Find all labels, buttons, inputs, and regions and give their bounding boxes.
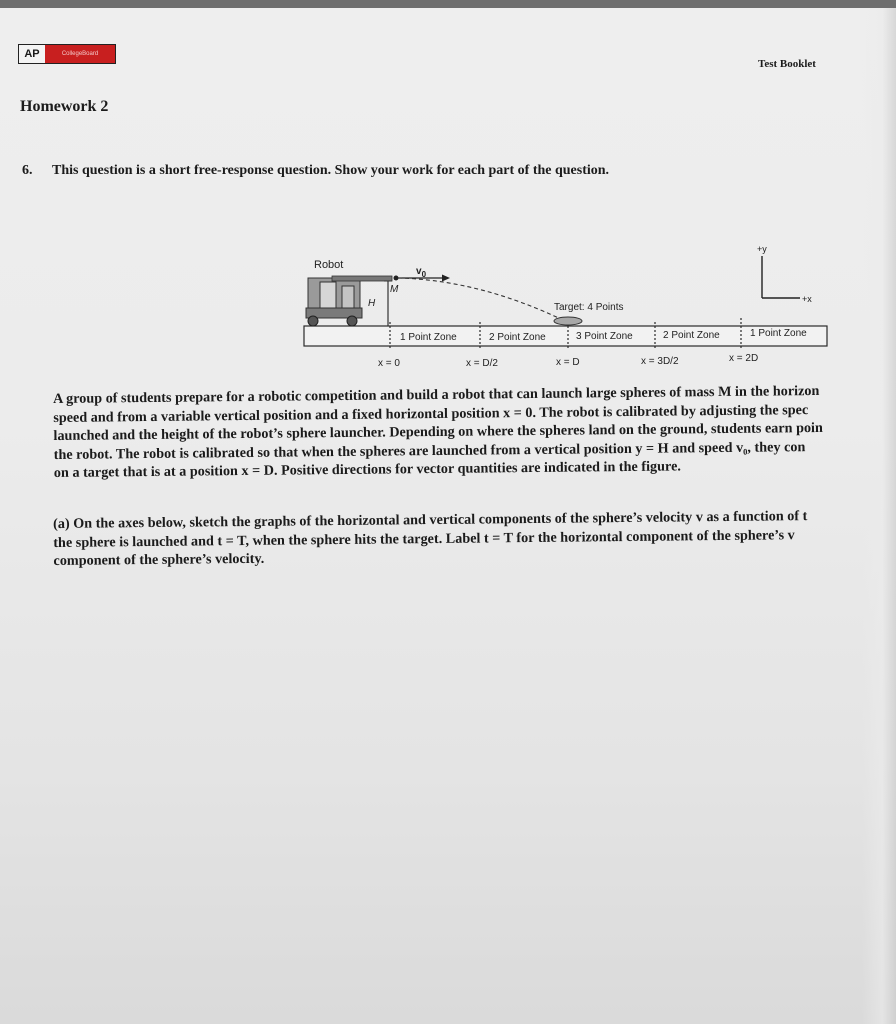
positive-axes-indicator: [762, 256, 800, 298]
target-disc: [554, 317, 582, 325]
question-number: 6.: [22, 163, 33, 178]
zone-label: 1 Point Zone: [750, 328, 807, 339]
zone-label: 1 Point Zone: [400, 332, 457, 343]
velocity-label: $v_0$: [416, 266, 427, 279]
question-prompt: This question is a short free-response question. Show your work for each part of the question.: [52, 163, 610, 178]
problem-description: A group of students prepare for a robotic competition and build a robot that can launch large spheres of mass M in the horizon speed and from a variable vertical position and a fixed horizontal position x = 0. The robot is calibrated by adjusting the spec launched and the height of the robot’s sphere launcher. Depending on where the spheres land on the ground, students earn poin the robot. The robot is calibrated so that when the spheres are launched from a vertical position y = H and speed v₀, they con on a target that is at a position x = D. Positive directions for vector quantities are indicated in the figure.: [53, 382, 823, 481]
projectile-trajectory: [398, 278, 565, 321]
velocity-arrowhead: [442, 275, 450, 282]
position-label: x = 0: [378, 358, 400, 369]
mass-label: M: [390, 284, 399, 295]
zone-label: 2 Point Zone: [489, 332, 546, 343]
target-label: Target: 4 Points: [554, 302, 624, 313]
homework-title: Homework 2: [20, 98, 109, 115]
positive-x-label: +x: [802, 294, 812, 304]
ap-logo-text: AP: [19, 45, 45, 63]
collegeboard-logo-text: CollegeBoard: [45, 45, 115, 63]
position-label: x = 2D: [729, 353, 759, 364]
ground-strip: [304, 326, 827, 346]
robot-launch-figure: [0, 8, 896, 408]
position-label: x = D: [556, 357, 580, 368]
robot-icon: [306, 276, 399, 327]
robot-label: Robot: [314, 259, 344, 271]
positive-y-label: +y: [757, 244, 767, 254]
worksheet-page: [0, 8, 896, 1024]
position-label: x = 3D/2: [641, 356, 679, 367]
position-label: x = D/2: [466, 358, 498, 369]
part-a-prompt: (a) On the axes below, sketch the graphs of the horizontal and vertical components of the sphere’s velocity v as a function of t the sphere is launched and t = T, when the sphere hits the target. Label t = T for the horizontal component of the sphere’s v component of the sphere’s velocity.: [53, 508, 808, 569]
zone-label: 3 Point Zone: [576, 331, 633, 342]
height-label: H: [368, 298, 376, 309]
zone-label: 2 Point Zone: [663, 330, 720, 341]
test-booklet-label: Test Booklet: [758, 58, 816, 70]
